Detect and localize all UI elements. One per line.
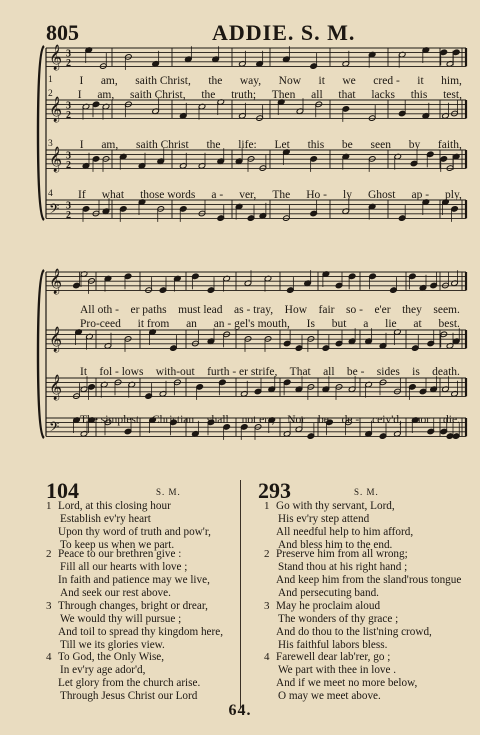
- stanza: [264, 651, 417, 703]
- stanza-line: 3 Through changes, bright or drear,: [46, 600, 208, 612]
- lyric-line: [48, 89, 462, 101]
- lyric-word: the: [206, 139, 221, 151]
- stanza-line: Fill all our hearts with love ;: [60, 561, 188, 573]
- lyric-word: ly: [343, 189, 352, 201]
- verse-number: 3: [48, 139, 53, 149]
- stanza: [264, 600, 432, 652]
- page-number: 64.: [228, 702, 252, 719]
- lyric-word: lie: [385, 318, 397, 330]
- hymn-104-number: 104: [46, 478, 79, 503]
- lyric-word: The: [272, 189, 291, 201]
- lyric-word: seen: [370, 139, 391, 151]
- lyric-word: the: [201, 89, 216, 101]
- lyric-word: ply,: [445, 189, 462, 201]
- stanza-line: And do thou to the list'ning crowd,: [276, 626, 432, 638]
- stanza-number: 4: [264, 651, 270, 663]
- lyric-word: by: [408, 139, 421, 151]
- stanza: [264, 500, 413, 552]
- lyric-word: we: [342, 75, 356, 87]
- lyric-word: lacks: [371, 89, 395, 101]
- stanza-line: And keep him from the sland'rous tongue: [276, 574, 462, 586]
- lyric-word: I: [79, 75, 84, 87]
- stanza-line: 1 Lord, at this closing hour: [46, 500, 171, 512]
- verse-number: 4: [48, 189, 53, 199]
- svg-text:𝄞: 𝄞: [49, 327, 63, 352]
- svg-text:𝄞: 𝄞: [49, 147, 63, 172]
- stanza: [264, 548, 461, 600]
- stanza-line: Through Jesus Christ our Lord: [60, 690, 198, 702]
- lyric-word: an: [186, 318, 197, 330]
- lyric-word: Christian: [151, 414, 195, 426]
- lyric-word: All oth -: [80, 304, 119, 316]
- svg-text:2: 2: [66, 210, 71, 221]
- lyric-word: Let: [274, 139, 290, 151]
- stanza-line: All needful help to him afford,: [276, 526, 414, 538]
- stanza-number: 2: [264, 548, 270, 560]
- lyric-word: but: [331, 318, 347, 330]
- lyric-word: be: [317, 414, 329, 426]
- lyric-word: er paths: [130, 304, 167, 316]
- svg-text:2: 2: [66, 58, 71, 69]
- lyric-word: shall: [206, 414, 229, 426]
- lyric-line: [80, 414, 460, 426]
- stanza-line: The wonders of thy grace ;: [278, 613, 399, 625]
- stanza-line: 1 Go with thy servant, Lord,: [264, 500, 395, 512]
- lyric-word: ver,: [239, 189, 257, 201]
- lyric-word: not err,: [241, 414, 275, 426]
- lyric-word: this: [410, 89, 428, 101]
- lyric-word: fair: [318, 304, 335, 316]
- lyric-word: ap -: [411, 189, 430, 201]
- lyric-word: Then: [271, 89, 296, 101]
- lyric-word: that: [338, 89, 356, 101]
- lyric-word: It: [80, 366, 88, 378]
- lyric-word: die.: [443, 414, 460, 426]
- lyric-word: they: [402, 304, 422, 316]
- lyric-word: an - gel's mouth,: [213, 318, 290, 330]
- svg-text:𝄢: 𝄢: [49, 201, 60, 220]
- lyric-word: test,: [443, 89, 462, 101]
- stanza-line: In faith and patience may we live,: [58, 574, 210, 586]
- lyric-word: How: [284, 304, 308, 316]
- lyric-word: as - tray,: [233, 304, 274, 316]
- lyric-word: at: [413, 318, 422, 330]
- stanza-line: Upon thy word of truth and pow'r,: [58, 526, 211, 538]
- stanza-line: Let glory from the church arise.: [58, 677, 201, 689]
- lyric-word: those words: [140, 189, 196, 201]
- lyric-word: ceiv'd,: [372, 414, 402, 426]
- stanza: [46, 548, 210, 600]
- lyric-word: it from: [137, 318, 170, 330]
- stanza-line: 2 Preserve him from all wrong;: [264, 548, 408, 560]
- stanza-number: 2: [46, 548, 52, 560]
- lyric-word: saith Christ,: [129, 89, 186, 101]
- column-divider: [240, 480, 241, 708]
- lyric-word: it: [417, 75, 424, 87]
- lyric-word: be -: [346, 366, 365, 378]
- lyric-word: cred -: [373, 75, 400, 87]
- lyric-line: [48, 75, 462, 87]
- lyric-word: a -: [211, 189, 224, 201]
- verse-number: 2: [48, 89, 53, 99]
- lyric-word: death.: [432, 366, 460, 378]
- lyric-word: what: [101, 189, 125, 201]
- lyric-line: [80, 318, 460, 330]
- lyric-line: [80, 366, 460, 378]
- lyric-word: be: [341, 139, 353, 151]
- stanza-line: His faithful labors bless.: [278, 639, 388, 651]
- lyric-word: If: [78, 189, 86, 201]
- stanza-line: 4 To God, the Only Wise,: [46, 651, 165, 663]
- svg-text:𝄢: 𝄢: [49, 419, 60, 438]
- stanza-line: 3 May he proclaim aloud: [264, 600, 381, 612]
- lyric-word: faith,: [437, 139, 462, 151]
- tune-title: ADDIE. S. M.: [212, 20, 356, 45]
- stanza-line: Till we its glories view.: [60, 639, 165, 651]
- lyric-word: with-out: [155, 366, 195, 378]
- lyric-word: life:: [238, 139, 257, 151]
- stanza-line: And if we meet no more below,: [276, 677, 418, 689]
- stanza-line: His ev'ry step attend: [278, 513, 370, 525]
- lyric-word: am,: [101, 139, 119, 151]
- verse-number: 1: [48, 75, 53, 85]
- tune-number: 805: [46, 20, 79, 45]
- lyric-line: [48, 189, 462, 201]
- svg-text:3: 3: [66, 150, 71, 162]
- stanza-line: In ev'ry age ador'd,: [60, 664, 146, 676]
- svg-text:3: 3: [66, 100, 71, 112]
- lyric-word: Nor: [287, 414, 306, 426]
- stanza-line: And bless him to the end.: [278, 539, 393, 551]
- stanza-line: Stand thou at his right hand ;: [278, 561, 408, 573]
- lyric-word: saith Christ: [135, 139, 189, 151]
- lyric-word: way,: [239, 75, 262, 87]
- lyric-word: it: [318, 75, 325, 87]
- stanza: [46, 600, 223, 652]
- stanza-line: And seek our rest above.: [60, 587, 171, 599]
- stanza-line: And toil to spread thy kingdom here,: [58, 626, 223, 638]
- lyric-word: That: [289, 366, 311, 378]
- svg-text:𝄞: 𝄞: [49, 269, 63, 294]
- stanza-line: O may we meet above.: [278, 690, 381, 702]
- lyric-line: [80, 304, 460, 316]
- lyric-word: am,: [100, 75, 118, 87]
- lyric-word: the: [208, 75, 223, 87]
- lyric-line: [48, 139, 462, 151]
- lyric-word: I: [77, 89, 82, 101]
- lyric-word: all: [323, 366, 335, 378]
- stanza: [46, 500, 211, 552]
- lyric-word: I: [79, 139, 84, 151]
- stanza-number: 3: [46, 600, 52, 612]
- stanza-line: 4 Farewell dear lab'rer, go ;: [264, 651, 391, 663]
- stanza-line: And persecuting band.: [278, 587, 379, 599]
- stanza-line: We would thy will pursue ;: [60, 613, 182, 625]
- stanza-line: Establish ev'ry heart: [60, 513, 151, 525]
- svg-text:2: 2: [66, 160, 71, 171]
- svg-text:𝄞: 𝄞: [49, 375, 63, 400]
- svg-text:3: 3: [66, 200, 71, 212]
- lyric-word: sides: [376, 366, 400, 378]
- lyric-word: nor: [414, 414, 431, 426]
- lyric-word: fol - lows: [99, 366, 144, 378]
- hymn-293-number: 293: [258, 478, 291, 503]
- lyric-word: e'er: [374, 304, 391, 316]
- stanza: [46, 651, 200, 703]
- stanza-line: To keep us when we part.: [60, 539, 175, 551]
- lyric-word: Pro-ceed: [80, 318, 121, 330]
- stanza-number: 4: [46, 651, 52, 663]
- stanza-line: We part with thee in love .: [278, 664, 397, 676]
- lyric-word: Is: [306, 318, 315, 330]
- lyric-word: Now: [278, 75, 302, 87]
- hymn-104-meter: S. M.: [156, 487, 181, 497]
- lyric-word: seem.: [433, 304, 460, 316]
- lyric-word: furth - er strife,: [207, 366, 278, 378]
- svg-text:3: 3: [66, 48, 71, 60]
- svg-text:𝄞: 𝄞: [49, 45, 63, 70]
- stanza-line: 2 Peace to our brethren give :: [46, 548, 182, 560]
- lyric-word: must lead: [178, 304, 223, 316]
- lyric-word: is: [412, 366, 420, 378]
- stanza-number: 3: [264, 600, 270, 612]
- lyric-word: Ghost: [367, 189, 396, 201]
- lyric-word: truth;: [231, 89, 257, 101]
- lyric-word: all: [311, 89, 323, 101]
- lyric-word: The simplest: [80, 414, 140, 426]
- stanza-number: 1: [46, 500, 52, 512]
- lyric-word: him,: [441, 75, 462, 87]
- lyric-word: so -: [346, 304, 363, 316]
- lyric-word: best.: [438, 318, 460, 330]
- lyric-word: de -: [341, 414, 360, 426]
- stanza-number: 1: [264, 500, 270, 512]
- lyric-word: Ho -: [306, 189, 327, 201]
- lyric-word: am,: [97, 89, 115, 101]
- svg-text:𝄞: 𝄞: [49, 97, 63, 122]
- hymn-293-meter: S. M.: [354, 487, 379, 497]
- lyric-word: this: [307, 139, 325, 151]
- lyric-word: saith Christ,: [135, 75, 191, 87]
- lyric-word: a: [363, 318, 369, 330]
- svg-text:2: 2: [66, 110, 71, 121]
